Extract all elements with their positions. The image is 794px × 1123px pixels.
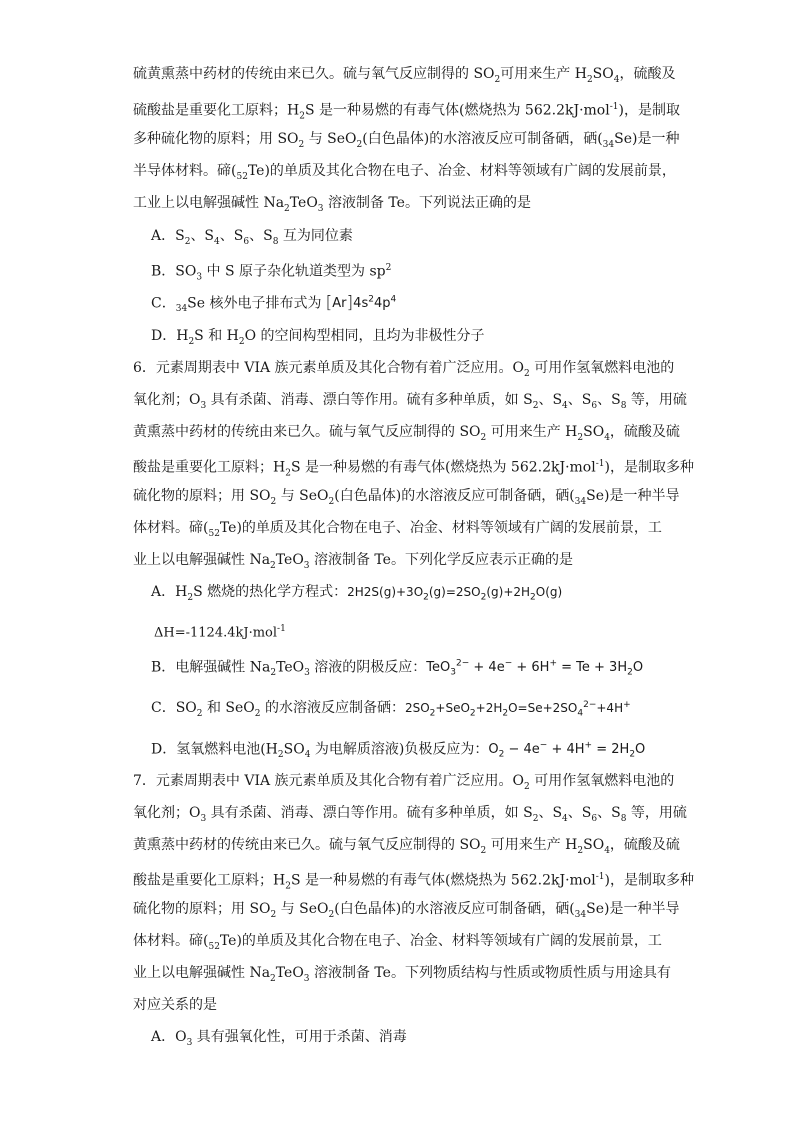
- option-a[interactable]: A．$H_2S$ 燃烧的热化学方程式：$2H2S(g)+3O_2(g)=2SO_2(g)+2H_2O(g)$: [151, 584, 563, 603]
- paragraph-line: 硫黄熏蒸中药材的传统由来已久。硫与氧气反应制得的 $SO_2$可用来生产 $H_2SO_4$，硫酸及: [133, 66, 676, 85]
- equation: $O_2 - 4e^- + 4H^+ = 2H_2O$: [488, 741, 646, 760]
- question-6-stem-line: 黄熏蒸中药材的传统由来已久。硫与氧气反应制得的 $SO_2$ 可用来生产 $H_2SO_4$，硫酸及硫: [133, 424, 680, 443]
- question-7-stem-line: 体材料。碲$(_{52}Te)$的单质及其化合物在电子、冶金、材料等领域有广阔的发展前景，工: [133, 933, 662, 952]
- question-7-stem-line: 对应关系的是: [133, 997, 217, 1013]
- paragraph-line: 多种硫化物的原料；用 $SO_2$ 与 SeO$_2$(白色晶体)的水溶液反应可制备硒，硒$(_{34}Se)$是一种: [133, 131, 680, 150]
- equation: $2SO_2+SeO_2+2H_2O=Se+2SO_4^{2-}+4H^+$: [404, 700, 631, 719]
- option-b[interactable]: B．电解强碱性 $Na_2TeO_3$ 溶液的阴极反应：$TeO_3^{2-} + 4e^- + 6H^+ = Te + 3H_2O$: [151, 659, 644, 679]
- question-7-stem-line: 硫化物的原料；用 $SO_2$ 与 SeO$_2$(白色晶体)的水溶液反应可制备硒，硒$(_{34}Se)$是一种半导: [133, 901, 680, 920]
- option-c[interactable]: C．$SO_2$ 和 SeO$_2$ 的水溶液反应制备硒：$2SO_2+SeO_2+2H_2O=Se+2SO_4^{2-}+4H^+$: [151, 700, 631, 719]
- question-6-stem-line: 酸盐是重要化工原料；$H_2S$ 是一种易燃的有毒气体(燃烧热为 562.2kJ·mol$^{-1}$)，是制取多种: [133, 459, 694, 479]
- question-6-stem-line: 业上以电解强碱性 $Na_2TeO_3$ 溶液制备 Te。下列化学反应表示正确的是: [133, 552, 573, 571]
- equation: $TeO_3^{2-} + 4e^- + 6H^+ = Te + 3H_2O$: [426, 659, 644, 678]
- option-a[interactable]: A．$S_2$、$S_4$、$S_6$、$S_8$ 互为同位素: [151, 228, 353, 247]
- option-d[interactable]: D．氢氧燃料电池($H_2SO_4$ 为电解质溶液)负极反应为：$O_2 - 4e^- + 4H^+ = 2H_2O$: [151, 741, 646, 761]
- option-b[interactable]: B．$SO_3$ 中 S 原子杂化轨道类型为 $sp^2$: [151, 263, 392, 283]
- question-7-stem-line: 7．元素周期表中 VIA 族元素单质及其化合物有着广泛应用。$O_2$ 可用作氢氧燃料电池的: [133, 773, 675, 792]
- question-6-stem-line: 6．元素周期表中 VIA 族元素单质及其化合物有着广泛应用。$O_2$ 可用作氢氧燃料电池的: [133, 360, 675, 379]
- question-7-stem-line: 业上以电解强碱性 $Na_2TeO_3$ 溶液制备 Te。下列物质结构与性质或物质性质与用途具有: [133, 965, 671, 984]
- question-6-stem-line: 体材料。碲$(_{52}Te)$的单质及其化合物在电子、冶金、材料等领域有广阔的发展前景，工: [133, 520, 662, 539]
- question-7-stem-line: 氧化剂；$O_3$ 具有杀菌、消毒、漂白等作用。硫有多种单质，如 $S_2$、$S_4$、$S_6$、$S_8$ 等，用硫: [133, 805, 687, 824]
- paragraph-line: 半导体材料。碲$(_{52}Te)$的单质及其化合物在电子、冶金、材料等领域有广阔的发展前景，: [133, 163, 676, 182]
- question-6-stem-line: 氧化剂；$O_3$ 具有杀菌、消毒、漂白等作用。硫有多种单质，如 $S_2$、$S_4$、$S_6$、$S_8$ 等，用硫: [133, 392, 687, 411]
- option-d[interactable]: D．$H_2S$ 和 $H_2O$ 的空间构型相同，且均为非极性分子: [151, 328, 485, 347]
- paragraph-line: 硫酸盐是重要化工原料；$H_2S$ 是一种易燃的有毒气体(燃烧热为 562.2kJ·mol$^{-1}$)，是制取: [133, 102, 680, 122]
- equation: $2H2S(g)+3O_2(g)=2SO_2(g)+2H_2O(g)$: [347, 585, 563, 603]
- paragraph-line: 工业上以电解强碱性 $Na_2TeO_3$ 溶液制备 Te。下列说法正确的是: [133, 195, 531, 214]
- option-c[interactable]: C．$_{34}$Se 核外电子排布式为 $[Ar]4s^24p^4$: [151, 293, 397, 315]
- question-6-stem-line: 硫化物的原料；用 $SO_2$ 与 SeO$_2$(白色晶体)的水溶液反应可制备硒，硒$(_{34}Se)$是一种半导: [133, 488, 680, 507]
- question-7-stem-line: 黄熏蒸中药材的传统由来已久。硫与氧气反应制得的 $SO_2$ 可用来生产 $H_2SO_4$，硫酸及硫: [133, 837, 680, 856]
- question-7-stem-line: 酸盐是重要化工原料；$H_2S$ 是一种易燃的有毒气体(燃烧热为 562.2kJ·mol$^{-1}$)，是制取多种: [133, 872, 694, 892]
- option-a[interactable]: A．$O_3$ 具有强氧化性，可用于杀菌、消毒: [151, 1029, 407, 1048]
- enthalpy-change: ΔH=-1124.4kJ·mol$^{-1}$: [154, 624, 286, 641]
